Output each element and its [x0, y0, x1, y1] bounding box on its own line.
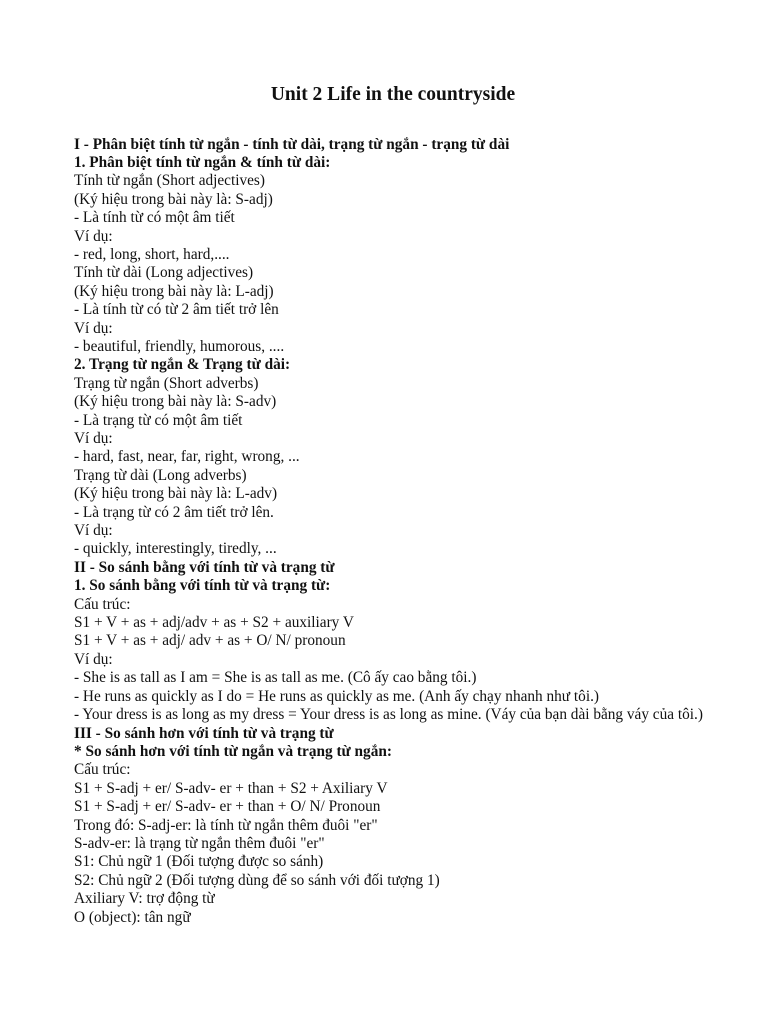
body-line: Ví dụ:	[74, 430, 113, 447]
body-line: - Là tính từ có từ 2 âm tiết trở lên	[74, 301, 279, 319]
section-heading: * So sánh hơn với tính từ ngắn và trạng từ ngắn:	[74, 742, 392, 760]
document-title: Unit 2 Life in the countryside	[270, 84, 516, 105]
body-line: Axiliary V: trợ động từ	[74, 890, 215, 908]
section-heading: 1. So sánh bằng với tính từ và trạng từ:	[74, 577, 331, 595]
body-line: - Là trạng từ có một âm tiết	[74, 411, 243, 429]
body-line: - hard, fast, near, far, right, wrong, ...	[74, 448, 300, 466]
body-line: Trong đó: S-adj-er: là tính từ ngắn thêm đuôi "er"	[74, 816, 378, 834]
body-line: S-adv-er: là trạng từ ngắn thêm đuôi "er"	[74, 834, 325, 852]
body-line: - Là trạng từ có 2 âm tiết trở lên.	[74, 503, 274, 521]
body-line: Cấu trúc:	[74, 761, 131, 779]
section-heading: I - Phân biệt tính từ ngắn - tính từ dài, trạng từ ngắn - trạng từ dài	[74, 135, 510, 153]
body-line: (Ký hiệu trong bài này là: L-adv)	[74, 485, 278, 503]
body-line: - red, long, short, hard,....	[74, 245, 230, 263]
body-line: Tính từ ngắn (Short adjectives)	[74, 172, 265, 190]
body-line: Trạng từ dài (Long adverbs)	[74, 466, 247, 484]
body-line: S1: Chủ ngữ 1 (Đối tượng được so sánh)	[74, 853, 324, 871]
section-heading: 2. Trạng từ ngắn & Trạng từ dài:	[74, 356, 291, 374]
body-line: S1 + V + as + adj/adv + as + S2 + auxiliary V	[74, 614, 354, 632]
section-heading: III - So sánh hơn với tính từ và trạng từ	[74, 724, 334, 742]
body-line: S2: Chủ ngữ 2 (Đối tượng dùng để so sánh với đối tượng 1)	[74, 871, 440, 889]
body-line: O (object): tân ngữ	[74, 908, 191, 926]
body-line: Ví dụ:	[74, 319, 113, 337]
body-line: Ví dụ:	[74, 650, 113, 668]
body-line: - Your dress is as long as my dress = Your dress is as long as mine. (Váy của bạn dài bằng váy của tôi.)	[74, 706, 703, 724]
body-line: Cấu trúc:	[74, 595, 131, 613]
body-line: - beautiful, friendly, humorous, ....	[74, 337, 285, 355]
body-line: Ví dụ:	[74, 522, 113, 540]
body-line: Tính từ dài (Long adjectives)	[74, 264, 254, 282]
body-line: Trạng từ ngắn (Short adverbs)	[74, 374, 259, 392]
body-line: - She is as tall as I am = She is as tall as me. (Cô ấy cao bằng tôi.)	[74, 669, 477, 687]
document-body	[74, 136, 724, 927]
body-line: Ví dụ:	[74, 227, 113, 245]
body-line: (Ký hiệu trong bài này là: L-adj)	[74, 282, 274, 300]
body-line: - Là tính từ có một âm tiết	[74, 209, 235, 227]
section-heading: II - So sánh bằng với tính từ và trạng từ	[74, 558, 335, 576]
body-line: (Ký hiệu trong bài này là: S-adv)	[74, 393, 277, 411]
body-line: - He runs as quickly as I do = He runs as quickly as me. (Anh ấy chạy nhanh như tôi.)	[74, 687, 599, 705]
body-line: S1 + S-adj + er/ S-adv- er + than + S2 + Axiliary V	[74, 779, 388, 797]
body-line: - quickly, interestingly, tiredly, ...	[74, 540, 277, 558]
body-line: S1 + V + as + adj/ adv + as + O/ N/ pronoun	[74, 632, 346, 650]
body-line: (Ký hiệu trong bài này là: S-adj)	[74, 190, 273, 208]
body-line: S1 + S-adj + er/ S-adv- er + than + O/ N/ Pronoun	[74, 798, 381, 816]
section-heading: 1. Phân biệt tính từ ngắn & tính từ dài:	[74, 153, 331, 171]
